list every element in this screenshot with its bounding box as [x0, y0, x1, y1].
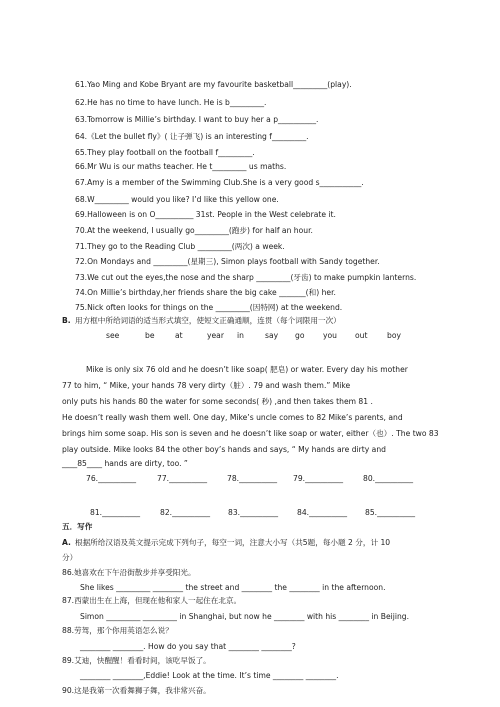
item-65: 65.They play football on the football f_________. — [75, 148, 255, 157]
answer-blank[interactable]: 76.__________ — [86, 474, 137, 483]
word-box-item: you — [323, 331, 337, 340]
writing-a-instruction: 根据所给汉语及英文提示完成下列句子，每空一词，注意大小写（共5题，每小题 2 分，计 10 — [75, 538, 391, 547]
answer-blank[interactable]: 85.__________ — [365, 508, 416, 517]
item-70: 70.At the weekend, I usually go_________(跑步) for half an hour. — [75, 226, 313, 235]
writing-item-89-en: ________ ________,Eddie! Look at the time. It’s time ________ ________. — [80, 671, 339, 680]
word-box-item: year — [207, 331, 224, 340]
word-box-item: say — [265, 331, 279, 340]
writing-item-88-cn: 88.劳驾，那个你用英语怎么说？ — [62, 626, 173, 635]
answer-blank[interactable]: 80.__________ — [363, 474, 414, 483]
writing-heading: 五．写作 — [62, 522, 93, 531]
item-69: 69.Halloween is on O__________ 31st. People in the West celebrate it. — [75, 210, 336, 219]
answer-blank[interactable]: 84.__________ — [297, 508, 348, 517]
item-74: 74.On Millie’s birthday,her friends share the big cake _______(和) her. — [75, 288, 336, 297]
writing-a-instruction-cont: 分） — [62, 553, 78, 562]
word-box-item: go — [295, 331, 305, 340]
section-b-instruction: 用方框中所给词语的适当形式填空，使短文正确通顺，连贯（每个词限用一次） — [75, 316, 341, 325]
section-b-label: B. — [62, 316, 71, 325]
writing-item-86-en: She likes _________ ________ the street and ________ the ________ in the afternoon. — [80, 583, 386, 592]
word-box-item: see — [106, 331, 120, 340]
item-72: 72.On Mondays and _________(星期三), Simon plays football with Sandy together. — [75, 257, 380, 266]
writing-item-86-cn: 86.她喜欢在下午沿街散步并享受阳光。 — [62, 568, 196, 577]
word-box-item: be — [145, 331, 155, 340]
item-61: 61.Yao Ming and Kobe Bryant are my favourite basketball_________(play). — [75, 80, 352, 89]
word-box-item: boy — [387, 331, 401, 340]
item-71: 71.They go to the Reading Club _________(两次) a week. — [75, 242, 285, 251]
item-73: 73.We cut out the eyes,the nose and the sharp _________(牙齿) to make pumpkin lanterns. — [75, 273, 417, 282]
passage-line: He doesn’t really wash them well. One day, Mike’s uncle comes to 82 Mike’s parents, and — [62, 413, 403, 422]
passage-line: brings him some soap. His son is seven and he doesn’t like soap or water, either（也）. The two 83 — [62, 429, 439, 438]
passage-line: play outside. Mike looks 84 the other boy’s hands and says, “ My hands are dirty and — [62, 445, 386, 454]
item-68: 68.W_________ would you like? I’d like this yellow one. — [75, 195, 279, 204]
writing-item-90-cn: 90.这是我第一次看舞狮子舞，我非常兴奋。 — [62, 686, 211, 695]
passage-line: only puts his hands 80 the water for some seconds( 秒) ,and then takes them 81 . — [62, 397, 373, 406]
word-box-item: at — [175, 331, 183, 340]
item-66: 66.Mr Wu is our maths teacher. He t_________ us maths. — [75, 162, 287, 171]
writing-item-88-en: ________ ________. How do you say that ________ ________? — [80, 642, 296, 651]
item-75: 75.Nick often looks for things on the _________(因特网) at the weekend. — [75, 303, 343, 312]
item-63: 63.Tomorrow is Millie’s birthday. I want to buy her a p__________. — [75, 115, 319, 124]
word-box-item: in — [237, 331, 244, 340]
writing-item-87-cn: 87.西蒙出生在上海，但现在他和家人一起住在北京。 — [62, 596, 242, 605]
writing-item-89-cn: 89.艾迪，快醒醒！看看时间，该吃早饭了。 — [62, 656, 211, 665]
answer-blank[interactable]: 83.__________ — [228, 508, 279, 517]
writing-a-label: A. — [62, 538, 71, 547]
word-box-item: out — [355, 331, 368, 340]
item-67: 67.Amy is a member of the Swimming Club.She is a very good s___________. — [75, 178, 364, 187]
passage-line: ____85____ hands are dirty, too. ” — [62, 459, 188, 468]
answer-blank[interactable]: 78.__________ — [227, 474, 278, 483]
answer-blank[interactable]: 79.__________ — [293, 474, 344, 483]
passage-line: Mike is only six 76 old and he doesn’t like soap( 肥皂) or water. Every day his mother — [86, 365, 408, 374]
writing-item-87-en: Simon _________ _________ in Shanghai, but now he ________ with his ________ in Beijing. — [80, 612, 410, 621]
passage-line: 77 to him, “ Mike, your hands 78 very dirty（脏）. 79 and wash them.” Mike — [62, 381, 351, 390]
item-64: 64.《Let the bullet fly》( 让子弹飞) is an interesting f_________. — [75, 132, 309, 141]
answer-blank[interactable]: 81.__________ — [90, 508, 141, 517]
answer-blank[interactable]: 82.__________ — [160, 508, 211, 517]
answer-blank[interactable]: 77.__________ — [157, 474, 208, 483]
item-62: 62.He has no time to have lunch. He is b_________. — [75, 98, 267, 107]
